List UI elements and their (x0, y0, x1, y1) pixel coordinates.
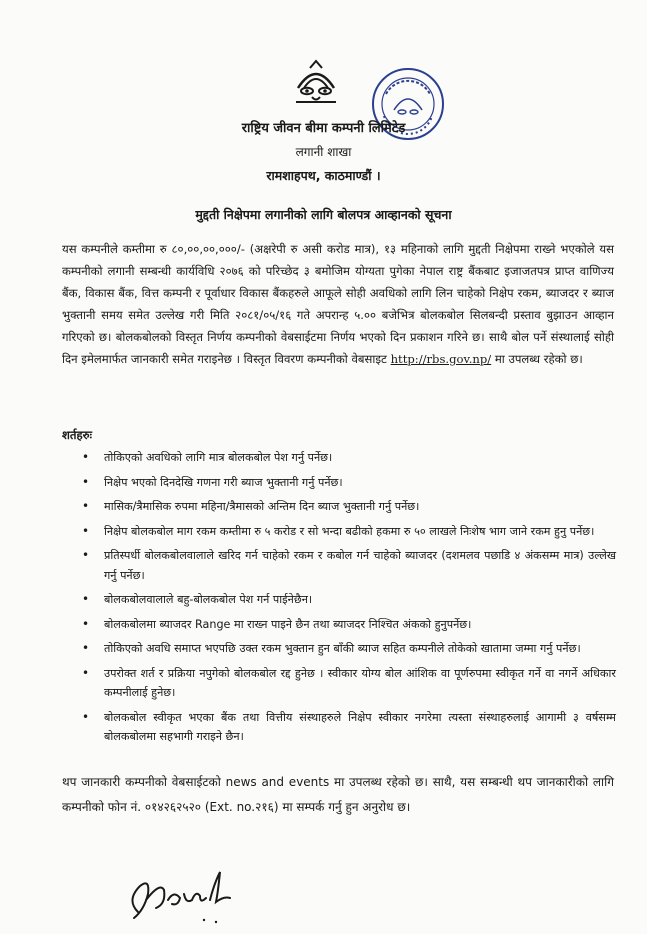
term-text: तोकिएको अवधि समाप्त भएपछि उक्त रकम भुक्तान हुन बाँकी ब्याज सहित कम्पनीले तोकेको खातामा जम्मा गर्नु पर्नेछ। (104, 642, 581, 655)
terms-list (78, 448, 616, 752)
term-item (78, 448, 616, 468)
bullet-icon: • (82, 450, 90, 464)
notice-body-tail: मा उपलब्ध रहेको छ। (494, 352, 583, 366)
website-link[interactable]: http://rbs.gov.np/ (390, 352, 492, 366)
bullet-icon: • (82, 665, 90, 680)
term-text: निक्षेप भएको दिनदेखि गणना गरी ब्याज भुक्तानी गर्नु पर्नेछ। (104, 475, 343, 489)
term-text: तोकिएको अवधिको लागि मात्र बोलकबोल पेश गर्नु पर्नेछ। (104, 451, 333, 464)
bullet-icon: • (82, 548, 90, 562)
notice-body-text: यस कम्पनीले कम्तीमा रु ८०,००,००,०००/- (अक्षरेपी रु असी करोड मात्र), १३ महिनाको लागि मुद्दती निक्षेपमा राख्ने भएकोले यस कम्पनीको लगानी सम्बन्धी कार्यविधि २०७६ को परिच्छेद ३ बमोजिम योग्यता पुगेका नेपाल राष्ट्र बैंकबाट इजाजतपत्र प्राप्त वाणिज्य बैंक, विकास बैंक, वित्त कम्पनी र पूर्वाधार विकास बैंकहरुले आफूले सोही अवधिको लागि लिन चाहेको निक्षेप रकम, ब्याजदर र ब्याज भुक्तानी समय समेत उल्लेख गरी मिति २०८१/०५/१६ गते अपरान्ह ५.०० बजेभित्र बोलकबोल सिलबन्दी प्रस्ताव बुझाउन आव्हान गरिएको छ। बोलकबोलको विस्तृत निर्णय कम्पनीको वेबसाईटमा निर्णय भएको दिन प्रकाशन गरिने छ। साथै बोल पर्ने संस्थालाई सोही दिन इमेलमार्फत जानकारी समेत गराइनेछ । विस्तृत विवरण कम्पनीको वेबसाइट (62, 242, 614, 366)
handwritten-signature (120, 860, 250, 930)
bullet-icon: • (82, 523, 90, 538)
term-text: निक्षेप बोलकबोल माग रकम कम्तीमा रु ५ करोड र सो भन्दा बढीको हकमा रु ५० लाखले निःशेष भाग जाने रकम हुनु पर्नेछ। (104, 524, 595, 538)
term-text: बोलकबोलमा ब्याजदर Range मा राख्न पाइने छैन तथा ब्याजदर निश्चित अंकको हुनुपर्नेछ। (104, 617, 472, 631)
bullet-icon: • (82, 592, 90, 606)
term-item (78, 473, 616, 493)
term-text: प्रतिस्पर्धी बोलकबोलवालाले खरिद गर्न चाहेको रकम र कबोल गर्न चाहेको ब्याजदर (दशमलव पछाडि ४ अंकसम्म मात्र) उल्लेख गर्नु पर्नेछ। (104, 549, 616, 582)
notice-body (62, 238, 614, 370)
bullet-icon: • (82, 709, 90, 724)
term-text: उपरोक्त शर्त र प्रक्रिया नपुगेको बोलकबोल रद्द हुनेछ । स्वीकार योग्य बोल आंशिक वा पूर्णरुपमा स्वीकृत गर्ने वा नगर्ने अधिकार कम्पनीलाई हुनेछ। (104, 666, 616, 699)
term-item (78, 664, 616, 703)
branch-name: लगानी शाखा (295, 145, 352, 159)
term-item (78, 497, 616, 517)
term-item (78, 590, 616, 610)
organization-address: रामशाहपथ, काठमाण्डौं । (266, 168, 381, 183)
term-text: बोलकबोलवालाले बहु-बोलकबोल पेश गर्न पाईनेछैन। (104, 593, 313, 606)
term-item (78, 615, 616, 635)
bullet-icon: • (82, 641, 90, 655)
term-item (78, 546, 616, 585)
terms-heading: शर्तहरुः (62, 428, 92, 442)
contact-footer: थप जानकारी कम्पनीको वेबसाईटको news and events मा उपलब्ध रहेको छ। साथै, यस सम्बन्धी थप जानकारीको लागि कम्पनीको फोन नं. ०१४२६२५२० (Ext. no.२१६) मा सम्पर्क गर्नु हुन अनुरोध छ। (62, 775, 614, 814)
bullet-icon: • (82, 474, 90, 489)
bullet-icon: • (82, 499, 90, 513)
term-item (78, 522, 616, 542)
term-text: बोलकबोल स्वीकृत भएका बैंक तथा वित्तीय संस्थाहरुले निक्षेप स्वीकार नगरेमा त्यस्ता संस्थाहरुलाई आगामी ३ वर्षसम्म बोलकबोलमा सहभागी गराइने छैन। (104, 710, 616, 743)
company-logo-icon (290, 58, 342, 108)
bullet-icon: • (82, 616, 90, 631)
term-item (78, 708, 616, 747)
term-text: मासिक/त्रैमासिक रुपमा महिना/त्रैमासको अन्तिम दिन ब्याज भुक्तानी गर्नु पर्नेछ। (104, 500, 420, 513)
notice-title: मुद्दती निक्षेपमा लगानीको लागि बोलपत्र आव्हानको सूचना (195, 207, 452, 222)
term-item (78, 639, 616, 659)
organization-name: राष्ट्रिय जीवन बीमा कम्पनी लिमिटेड (241, 121, 406, 136)
